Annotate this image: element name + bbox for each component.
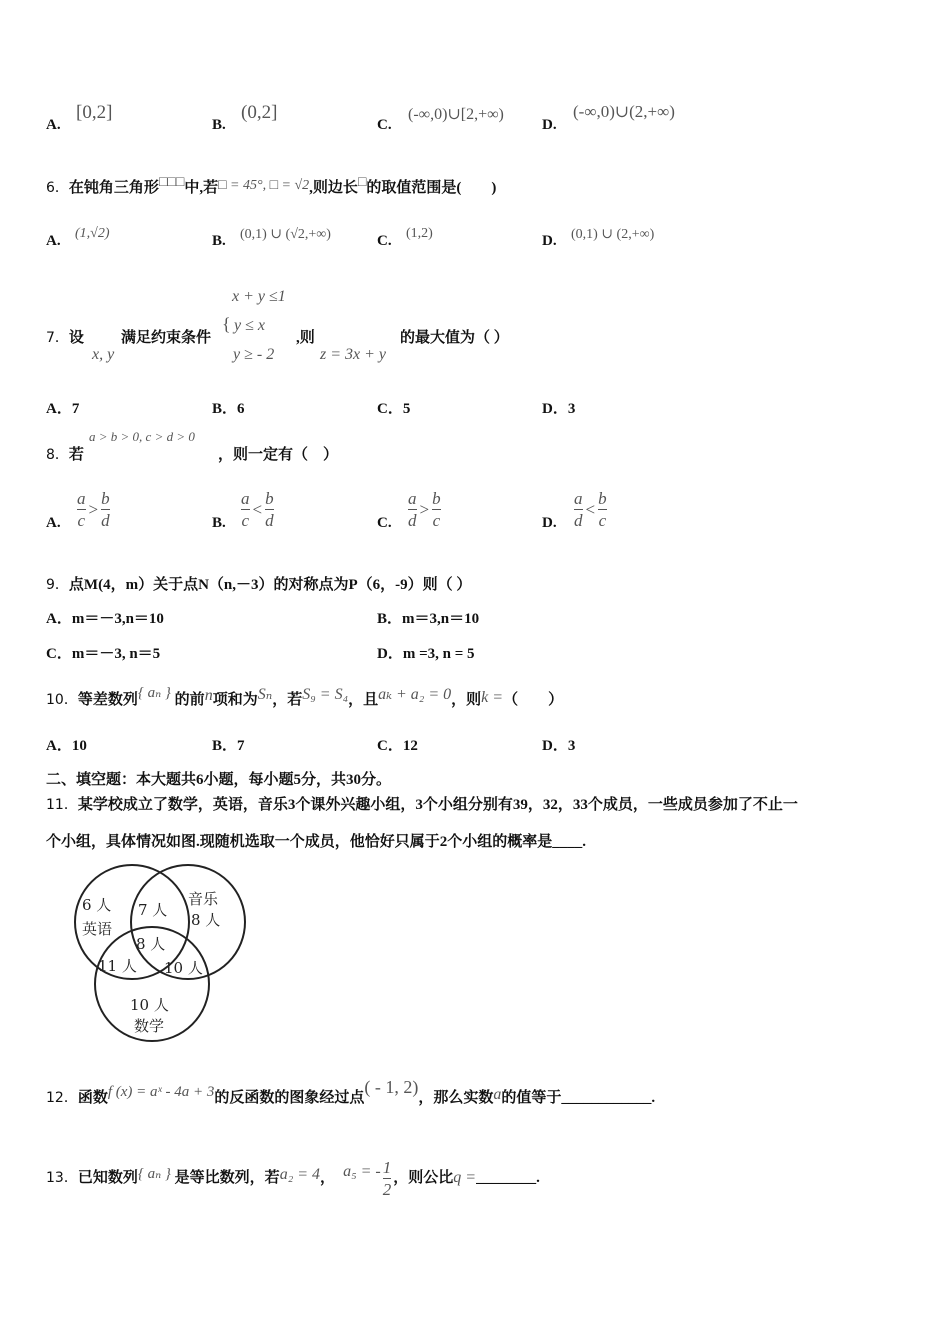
venn-math-only-count: 10 人 xyxy=(130,996,169,1014)
q7-variables: x, y xyxy=(92,346,115,363)
q11-line-1: 11．某学校成立了数学，英语，音乐3个课外兴趣小组，3个小组分别有39，32，33个成员，一些成员参加了不止一 xyxy=(46,797,798,813)
q5-option-d-letter: D. xyxy=(542,117,557,133)
q6-option-c-letter: C. xyxy=(377,233,392,249)
q7-constraint-3: y ≥ - 2 xyxy=(233,346,275,363)
q12-stem: 12．函数f (x) = aˣ - 4a + 3的反函数的图象经过点( - 1, 2)，那么实数a的值等于____________. xyxy=(46,1077,656,1106)
q10-option-a: A．10 xyxy=(46,738,87,754)
q10-sn: Sₙ xyxy=(257,686,273,703)
q12-function: f (x) = aˣ - 4a + 3 xyxy=(107,1084,215,1100)
q6-number: 6． xyxy=(46,180,69,196)
q6-option-a-letter: A. xyxy=(46,233,61,249)
q8-condition: a > b > 0, c > d > 0 xyxy=(89,429,195,444)
q6-stem: 6．在钝角三角形□□□中,若□ = 45°, □ = √2,则边长□的取值范围是( ) xyxy=(46,175,497,196)
q12-point: ( - 1, 2) xyxy=(364,1077,419,1097)
venn-all-three-count: 8 人 xyxy=(136,935,166,953)
q8-option-c-expr: $\frac{a}{d}$ > $\frac{b}{c}$ xyxy=(408,489,441,530)
q5-option-a-math: [0,2] xyxy=(76,102,113,123)
q7-then: ,则 xyxy=(296,330,315,346)
q7-option-c: C．5 xyxy=(377,401,411,417)
q9-option-a: A．m＝－3,n＝10 xyxy=(46,611,164,627)
q10-stem: 10．等差数列{ aₙ } 的前n项和为Sₙ，若S₉ = S₄，且aₖ + a₂ = 0，则k =（ ） xyxy=(46,685,564,708)
section-2-heading: 二、填空题：本大题共6小题，每小题5分，共30分。 xyxy=(46,772,392,788)
q12-a: a xyxy=(493,1086,502,1103)
q5-option-c-math: (-∞,0)∪[2,+∞) xyxy=(408,106,504,123)
q6-side-placeholder: □ xyxy=(357,175,367,190)
venn-english-math-count: 11 人 xyxy=(98,957,137,975)
q10-sequence: { aₙ } xyxy=(137,685,171,701)
q6-option-d-letter: D. xyxy=(542,233,557,249)
q7-objective: z = 3x + y xyxy=(320,346,387,363)
venn-english-music-count: 7 人 xyxy=(138,901,168,919)
q5-option-b-letter: B. xyxy=(212,117,226,133)
q11-venn-diagram xyxy=(54,860,254,1050)
q8-option-c-letter: C. xyxy=(377,515,392,531)
q7-number-label: 7．设 xyxy=(46,330,84,346)
q7-constraint-1: x + y ≤1 xyxy=(232,288,286,305)
q5-option-c-letter: C. xyxy=(377,117,392,133)
q8-option-d-expr: $\frac{a}{d}$ < $\frac{b}{c}$ xyxy=(574,489,607,530)
q13-sequence: { aₙ } xyxy=(137,1165,171,1182)
q6-triangle-placeholder: □□□ xyxy=(158,175,185,190)
q7-constraint-2: y ≤ x xyxy=(234,317,265,334)
q8-option-a-letter: A. xyxy=(46,515,61,531)
q7-option-a: A．7 xyxy=(46,401,80,417)
q13-a2: a₂ = 4 xyxy=(279,1165,321,1183)
venn-english-only-count: 6 人 xyxy=(82,896,112,914)
q6-option-c-math: (1,2) xyxy=(406,226,433,241)
q10-option-b: B．7 xyxy=(212,738,245,754)
q6-option-d-math: (0,1) ∪ (2,+∞) xyxy=(571,227,655,242)
venn-math-label: 数学 xyxy=(134,1017,165,1035)
q5-option-d-math: (-∞,0)∪(2,+∞) xyxy=(573,102,675,121)
q9-stem: 9．点M(4，m）关于点N（n,－3）的对称点为P（6，-9）则（ ） xyxy=(46,577,472,593)
q5-option-a-letter: A. xyxy=(46,117,61,133)
q9-option-b: B．m＝3,n＝10 xyxy=(377,611,480,627)
q8-option-b-letter: B. xyxy=(212,515,226,531)
q6-option-a-math: (1,√2) xyxy=(75,226,110,241)
q6-option-b-math: (0,1) ∪ (√2,+∞) xyxy=(240,227,331,242)
venn-music-label: 音乐 xyxy=(188,890,219,908)
venn-english-label: 英语 xyxy=(82,920,113,938)
q10-n: n xyxy=(204,687,213,704)
q8-option-d-letter: D. xyxy=(542,515,557,531)
q7-option-d: D．3 xyxy=(542,401,576,417)
q6-option-b-letter: B. xyxy=(212,233,226,249)
q8-option-a-expr: $\frac{a}{c}$ > $\frac{b}{d}$ xyxy=(77,489,110,530)
q10-equation-1: S₉ = S₄ xyxy=(302,686,349,703)
q5-option-b-math: (0,2] xyxy=(241,102,278,123)
q10-option-d: D．3 xyxy=(542,738,576,754)
q13-q: q = xyxy=(453,1168,477,1186)
q7-constraint-label: 满足约束条件 xyxy=(121,330,212,346)
q10-k: k = xyxy=(481,689,504,706)
q8-option-b-expr: $\frac{a}{c}$ < $\frac{b}{d}$ xyxy=(241,489,274,530)
venn-music-math-count: 10 人 xyxy=(164,959,203,977)
q6-condition: □ = 45°, □ = √2 xyxy=(218,178,310,193)
q10-option-c: C．12 xyxy=(377,738,418,754)
q9-option-c: C．m＝－3, n＝5 xyxy=(46,646,161,662)
q13-stem: 13．已知数列{ aₙ } 是等比数列，若a₂ = 4， a₅ = - $\frac{1}{2}$ ，则公比q =________. xyxy=(46,1158,540,1199)
q7-question-tail: 的最大值为（ ） xyxy=(400,330,509,346)
q13-fraction: $\frac{1}{2}$ xyxy=(382,1158,392,1199)
venn-music-only-count: 8 人 xyxy=(191,911,221,929)
q8-question-tail: ，则一定有（ ） xyxy=(218,447,339,463)
q11-line-2: 个小组，具体情况如图.现随机选取一个成员，他恰好只属于2个小组的概率是____. xyxy=(46,834,587,850)
q13-a5: a₅ = - xyxy=(343,1162,381,1180)
q7-brace: { xyxy=(222,314,231,334)
q7-option-b: B．6 xyxy=(212,401,245,417)
q8-number-label: 8．若 xyxy=(46,447,84,463)
q10-equation-2: aₖ + a₂ = 0 xyxy=(378,686,452,703)
q9-option-d: D．m =3, n = 5 xyxy=(377,646,475,662)
